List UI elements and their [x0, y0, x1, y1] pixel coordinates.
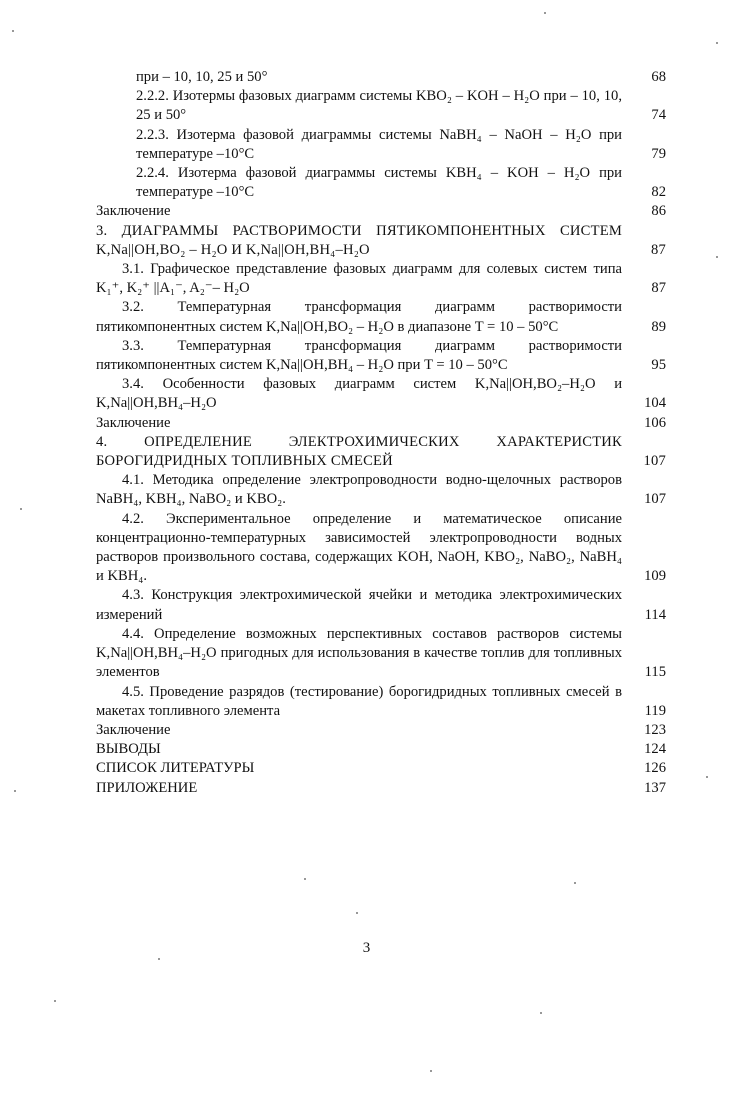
toc-entry-title: 4. ОПРЕДЕЛЕНИЕ ЭЛЕКТРОХИМИЧЕСКИХ ХАРАКТЕРИСТИК БОРОГИДРИДНЫХ ТОПЛИВНЫХ СМЕСЕЙ: [96, 433, 622, 470]
toc-entry-title: Заключение: [96, 721, 171, 738]
toc-entry-page: 107: [643, 453, 666, 470]
toc-entry: [96, 375, 666, 413]
scan-speck: [716, 256, 718, 258]
toc-entry-title: 4.5. Проведение разрядов (тестирование) борогидридных топливных смесей в макетах топливного элемента: [96, 683, 622, 719]
toc-chapter: [96, 222, 666, 260]
toc-entry: [96, 471, 666, 509]
toc-entry-title: 4.2. Экспериментальное определение и математическое описание концентрационно-температурных зависимостей электропроводности водных растворов произвольного состава, содержащих KOH, NaOH, KBO₂, NaBO₂, NaBH₄ и KBH₄.: [96, 510, 622, 585]
page-number: 3: [362, 940, 371, 956]
toc-entry-page: 137: [644, 779, 666, 796]
toc-entry: [96, 298, 666, 336]
toc-entry: [96, 202, 666, 221]
toc-entry-page: 87: [651, 241, 666, 258]
toc-entry-page: 114: [644, 606, 666, 623]
toc-entry-title: 2.2.4. Изотерма фазовой диаграммы системы KBH₄ – KOH – H₂O при температуре –10°C: [136, 165, 622, 201]
scan-speck: [356, 912, 358, 914]
scan-speck: [158, 958, 160, 960]
scan-speck: [12, 30, 14, 32]
toc-entry-page: 89: [651, 318, 666, 335]
toc-entry: [96, 625, 666, 683]
scan-speck: [706, 776, 708, 778]
toc-entry: [96, 164, 666, 202]
toc-entry: [96, 87, 666, 125]
toc-entry-page: 104: [644, 395, 666, 412]
toc-entry-title: 4.1. Методика определение электропроводности водно-щелочных растворов NaBH₄, KBH₄, NaBO₂ и KBO₂.: [96, 472, 622, 508]
toc-entry-page: 87: [651, 280, 666, 297]
toc-chapter: [96, 433, 666, 471]
toc-entry: [96, 779, 666, 798]
toc-entry-title: 4.4. Определение возможных перспективных составов растворов системы K,Na||OH,BH₄–H₂O пригодных для использования в качестве топлив для топливных элементов: [96, 625, 622, 681]
toc-entry-title: при – 10, 10, 25 и 50°: [136, 69, 268, 85]
toc-entry-page: 124: [644, 741, 666, 758]
toc-entry-title: 3.2. Температурная трансформация диаграмм растворимости пятикомпонентных систем K,Na||OH,BO₂ – H₂O в диапазоне T = 10 – 50°C: [96, 299, 622, 335]
toc-entry-page: 79: [651, 145, 666, 162]
toc-entry: [96, 740, 666, 759]
toc-entry-title: 3. ДИАГРАММЫ РАСТВОРИМОСТИ ПЯТИКОМПОНЕНТНЫХ СИСТЕМ K,Na||OH,BO₂ – H₂O И K,Na||OH,BH₄–H₂O: [96, 222, 622, 258]
toc-entry-page: 82: [651, 184, 666, 201]
scan-speck: [54, 1000, 56, 1002]
toc-entry: [96, 759, 666, 778]
toc-entry: [96, 68, 666, 87]
toc-entry: [96, 126, 666, 164]
scan-speck: [430, 1070, 432, 1072]
toc-entry: [96, 260, 666, 298]
scan-speck: [574, 882, 576, 884]
toc-entry-title: 2.2.3. Изотерма фазовой диаграммы системы NaBH₄ – NaOH – H₂O при температуре –10°C: [136, 126, 622, 162]
scan-speck: [716, 42, 718, 44]
toc-entry: [96, 683, 666, 721]
toc-entry-page: 123: [644, 721, 666, 738]
toc-entry-page: 68: [651, 69, 666, 85]
toc-entry-page: 107: [644, 491, 666, 508]
toc-entry-title: 2.2.2. Изотермы фазовых диаграмм системы KBO₂ – KOH – H₂O при – 10, 10, 25 и 50°: [136, 88, 622, 124]
toc-entry: [96, 586, 666, 624]
toc-entry-title: 3.1. Графическое представление фазовых диаграмм для солевых систем типа K₁⁺, K₂⁺ ||A₁⁻, A₂⁻– H₂O: [96, 261, 622, 297]
toc-entry-page: 115: [644, 664, 666, 681]
toc-entry: [96, 721, 666, 740]
toc-entry: [96, 510, 666, 587]
toc-entry-title: 4.3. Конструкция электрохимической ячейки и методика электрохимических измерений: [96, 587, 622, 623]
toc-entry-title: ПРИЛОЖЕНИЕ: [96, 779, 198, 796]
scan-speck: [544, 12, 546, 14]
toc-entry-page: 126: [644, 760, 666, 777]
toc-entry-title: Заключение: [96, 203, 171, 220]
scan-speck: [14, 790, 16, 792]
toc-entry-page: 106: [644, 414, 666, 431]
toc-entry: [96, 414, 666, 433]
toc-entry-page: 74: [651, 107, 666, 124]
table-of-contents: [96, 68, 666, 798]
toc-entry: [96, 337, 666, 375]
toc-entry-page: 119: [644, 702, 666, 719]
scan-speck: [20, 508, 22, 510]
toc-entry-page: 86: [651, 203, 666, 220]
toc-entry-page: 109: [644, 568, 666, 585]
toc-entry-title: ВЫВОДЫ: [96, 741, 161, 758]
scan-speck: [304, 878, 306, 880]
toc-entry-title: Заключение: [96, 414, 171, 431]
toc-entry-page: 95: [651, 357, 666, 374]
scan-speck: [540, 1012, 542, 1014]
toc-entry-title: СПИСОК ЛИТЕРАТУРЫ: [96, 760, 255, 777]
toc-entry-title: 3.3. Температурная трансформация диаграмм растворимости пятикомпонентных систем K,Na||OH,BH₄ – H₂O при T = 10 – 50°C: [96, 337, 622, 374]
toc-entry-title: 3.4. Особенности фазовых диаграмм систем K,Na||OH,BO₂–H₂O и K,Na||OH,BH₄–H₂O: [96, 376, 622, 412]
